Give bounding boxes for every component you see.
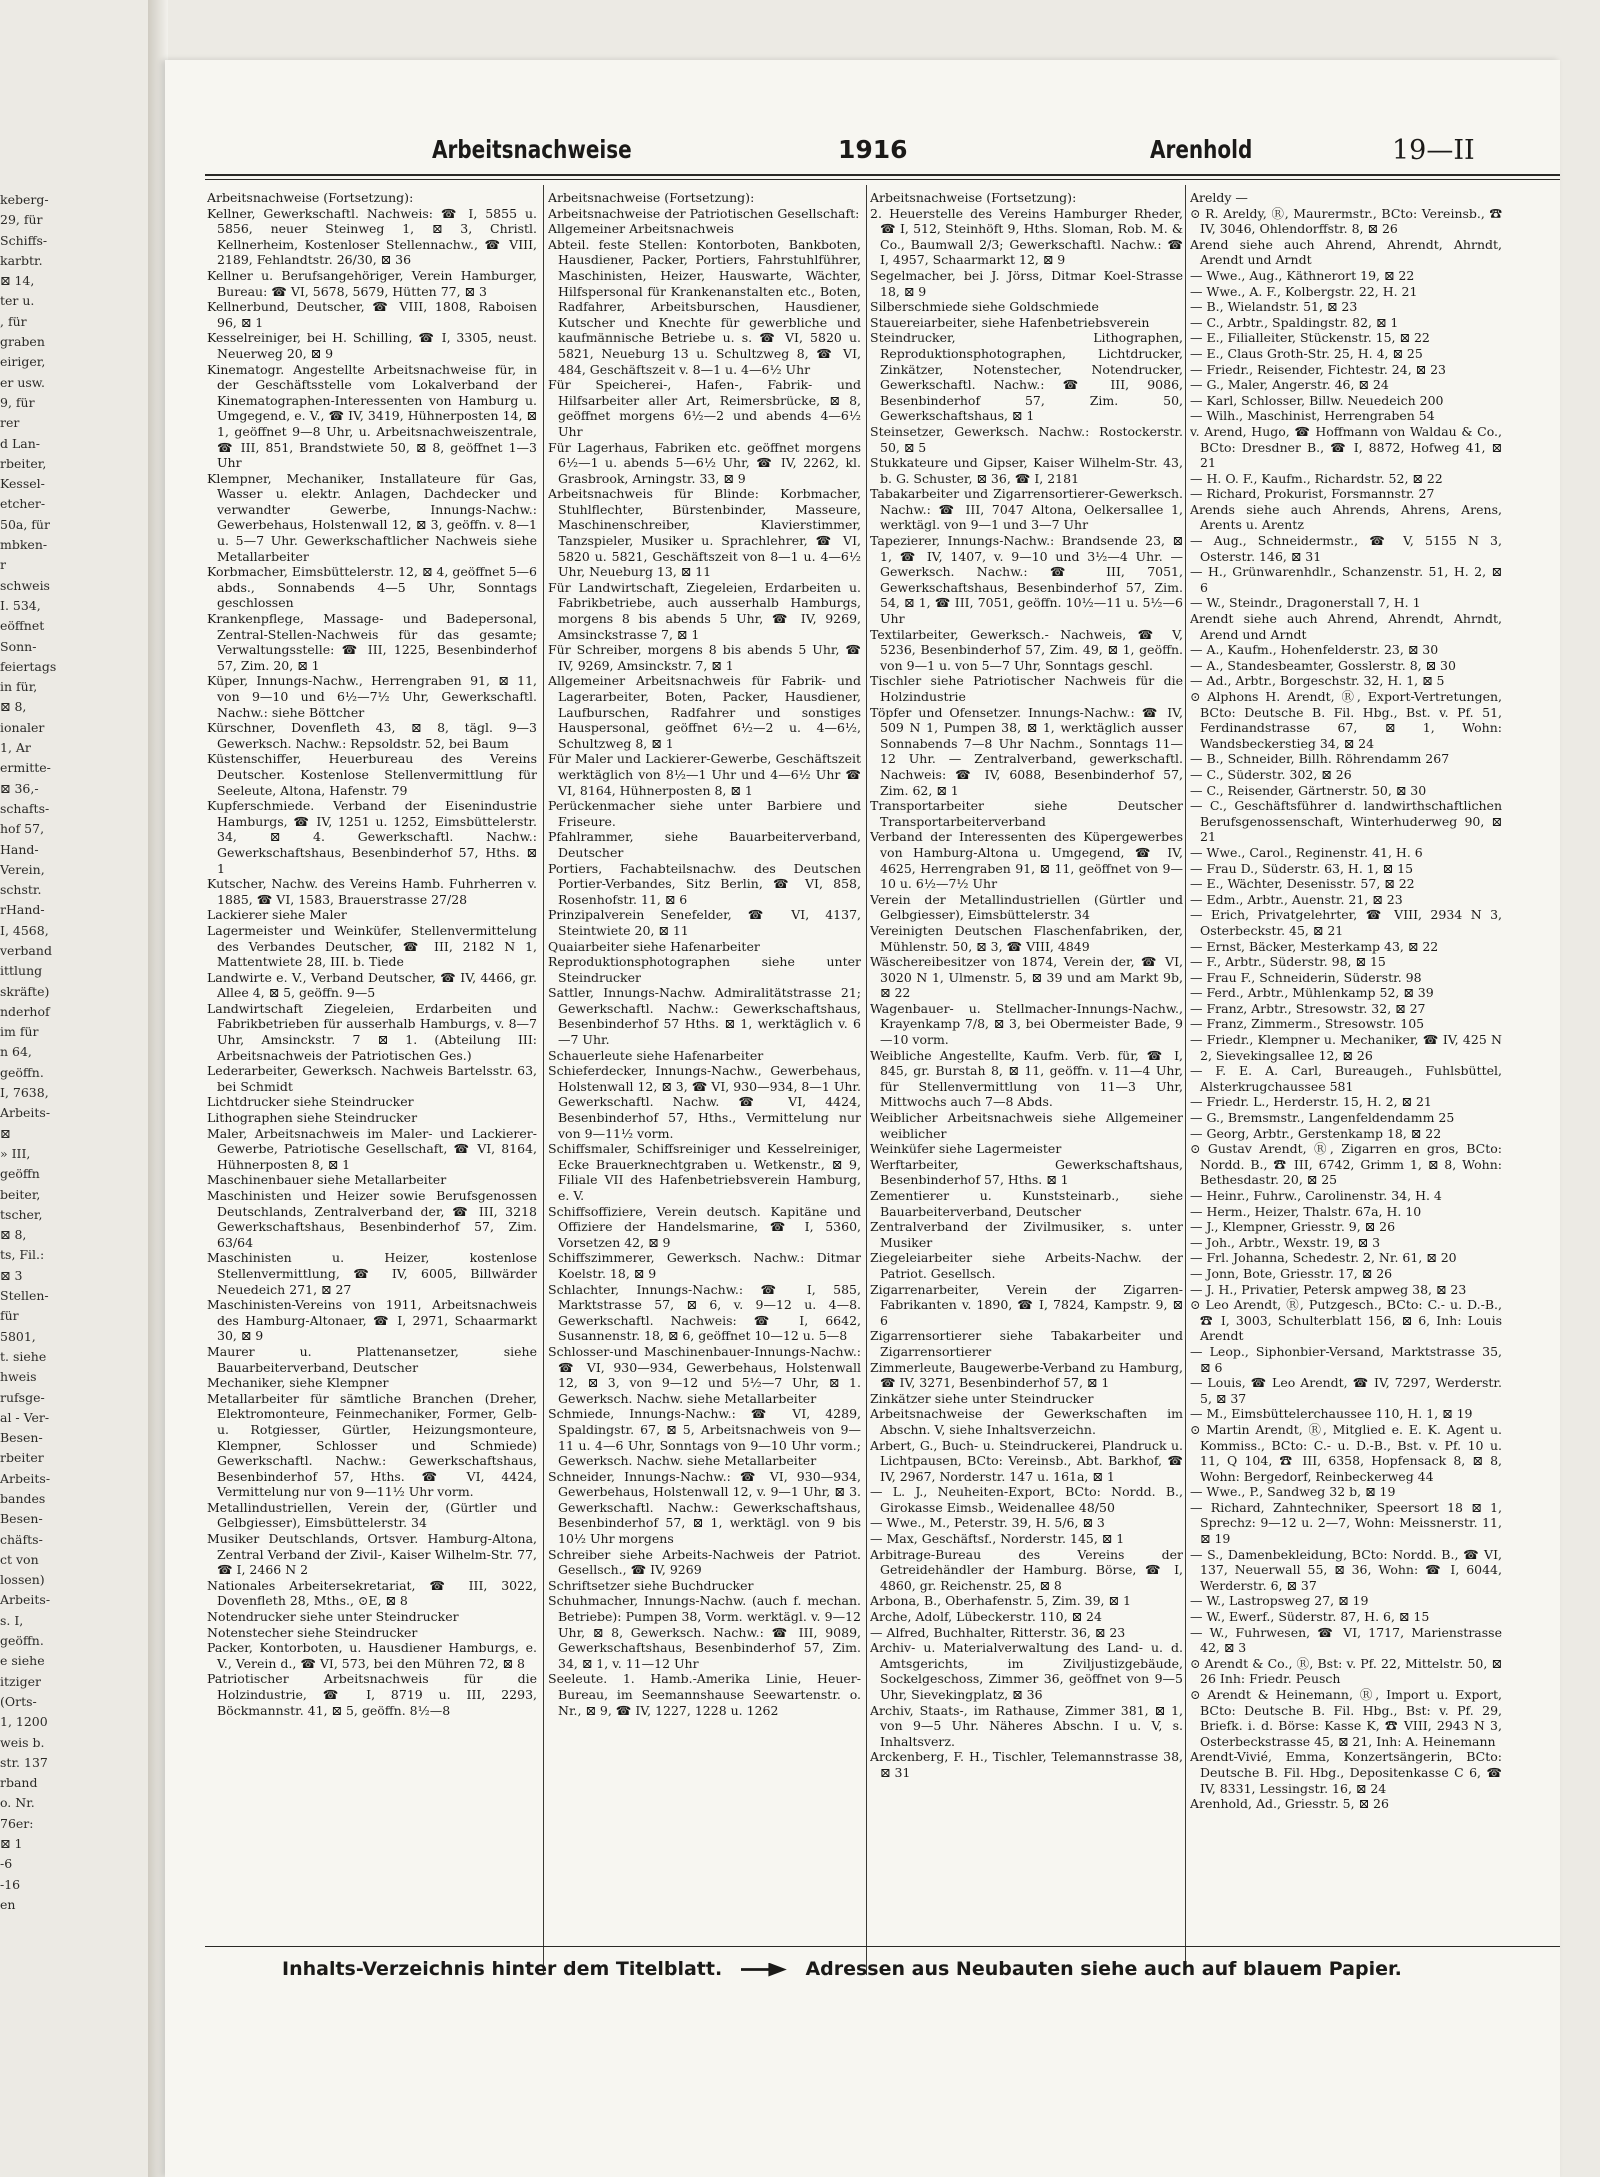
directory-entry: — Edm., Arbtr., Auenstr. 21, ⊠ 23 [1190,891,1403,907]
directory-entry: — Aug., Schneidermstr., ☎ V, 5155 N 3, Osterstr. 146, ⊠ 31 [1190,533,1502,564]
directory-entry: Arbona, B., Oberhafenstr. 5, Zim. 39, ⊠ 1 [870,1593,1131,1609]
directory-entry: — E., Wächter, Desenisstr. 57, ⊠ 22 [1190,876,1415,892]
directory-entry: Kellnerbund, Deutscher, ☎ VIII, 1808, Raboisen 96, ⊠ 1 [207,299,537,330]
facing-page-line: verband [0,942,52,958]
facing-page-line: rbeiter [0,1450,44,1466]
directory-entry: Kellner, Gewerkschaftl. Nachweis: ☎ I, 5855 u. 5856, neuer Steinweg 1, ⊠ 3, Christl. Kellnerheim, Kostenloser Stellennachw., ☎ VIII, 2189, Fehlandtstr. 26/30, ⊠ 36 [207,205,537,268]
directory-entry: Arbeitsnachweise (Fortsetzung): [548,190,755,205]
directory-entry: v. Arend, Hugo, ☎ Hoffmann von Waldau & Co., BCto: Dresdner B., ☎ I, 8872, Hofweg 41, ⊠ 21 [1190,423,1502,471]
directory-entry: Kutscher, Nachw. des Vereins Hamb. Fuhrherren v. 1885, ☎ VI, 1583, Brauerstrasse 27/28 [207,876,537,907]
directory-entry: — L. J., Neuheiten-Export, BCto: Nordd. B., Girokasse Eimsb., Weidenallee 48/50 [870,1484,1183,1515]
directory-entry: Landwirte e. V., Verband Deutscher, ☎ IV, 4466, gr. Allee 4, ⊠ 5, geöffn. 9—5 [207,969,537,1001]
directory-entry: Steindrucker, Lithographen, Reproduktionsphotographen, Lichtdrucker, Zinkätzer, Notenstecher, Notendrucker, Gewerkschaftl. Nachw.: ☎ III, 9086, Besenbinderhof 57, Zim. 50, Gewerkschaftshaus, ⊠ 1 [870,330,1183,424]
directory-entry: Kinematogr. Angestellte Arbeitsnachweise für, in der Geschäftsstelle vom Lokalverband der Kinematographen-Interessenten von Hamburg u. Umgegend, e. V., ☎ IV, 3419, Hühnerposten 14, ⊠ 1, geöffnet 9—8 Uhr, u. Arbeitsnachweiszentrale, ☎ III, 851, Brandstwiete 50, ⊠ 8, geöffnet 1—3 Uhr [207,361,537,471]
directory-entry: — Friedr., Reisender, Fichtestr. 24, ⊠ 23 [1190,361,1446,377]
facing-page-line: ts, Fil.: [0,1247,45,1263]
directory-entry: Für Landwirtschaft, Ziegeleien, Erdarbeiten u. Fabrikbetriebe, auch ausserhalb Hamburgs, morgens 8 bis abends 5 Uhr, ☎ IV, 9269, Amsinckstrasse 7, ⊠ 1 [548,579,861,642]
directory-entry: Schreiber siehe Arbeits-Nachweis der Patriot. Gesellsch., ☎ IV, 9269 [548,1546,861,1578]
page-header [432,135,1542,173]
facing-page-line: (Orts- [0,1693,37,1709]
column-4 [1190,190,1502,1980]
directory-entry: Pfahlrammer, siehe Bauarbeiterverband, Deutscher [548,829,861,860]
facing-page-line: weis b. [0,1734,45,1750]
directory-entry: Schiffsmaler, Schiffsreiniger und Kesselreiniger, Ecke Brauerknechtgraben u. Wetkenstr., ⊠ 9, Filiale VII des Hafenbetriebsverein Hamburg, e. V. [548,1141,861,1203]
directory-entry: Küper, Innungs-Nachw., Herrengraben 91, ⊠ 11, von 9—10 und 6½—7½ Uhr, Gewerkschaftl. Nachw.: siehe Böttcher [207,673,537,720]
footer-address-note: Adressen aus Neubauten siehe auch auf blauem Papier. [805,1958,1402,1980]
directory-entry: Zentralverband der Zivilmusiker, s. unter Musiker [870,1219,1183,1250]
directory-entry: 2. Heuerstelle des Vereins Hamburger Rheder, ☎ I, 512, Steinhöft 9, Hths. Sloman, Rob. M. & Co., Baumwall 2/3; Gewerkschaftl. Nachw.: ☎ I, 4957, Schaarmarkt 12, ⊠ 9 [870,205,1183,268]
directory-entry: Landwirtschaft Ziegeleien, Erdarbeiten und Fabrikbetrieben für ausserhalb Hamburgs, v. 8—7 Uhr, Amsinckstr. 7 ⊠ 1. (Abteilung III: Arbeitsnachweis der Patriotischen Ges.) [207,1000,537,1063]
directory-entry: Zigarrenarbeiter, Verein der Zigarren-Fabrikanten v. 1890, ☎ I, 7824, Kampstr. 9, ⊠ 6 [870,1281,1183,1328]
directory-entry: — Jonn, Bote, Griesstr. 17, ⊠ 26 [1190,1265,1393,1281]
directory-entry: — E., Claus Groth-Str. 25, H. 4, ⊠ 25 [1190,345,1423,361]
directory-entry: — Richard, Prokurist, Forsmannstr. 27 [1190,486,1435,502]
facing-page-line: ermitte- [0,760,51,776]
directory-entry: Prinzipalverein Senefelder, ☎ VI, 4137, Steintwiete 20, ⊠ 11 [548,907,861,938]
directory-entry: Töpfer und Ofensetzer. Innungs-Nachw.: ☎ IV, 509 N 1, Pumpen 38, ⊠ 1, werktäglich ausser Sonnabends 7—8 Uhr Nachm., Sonntags 11—12 Uhr. — Zentralverband, gewerkschaftl. Nachweis: ☎ IV, 6088, Besenbinderhof 57, Zim. 62, ⊠ 1 [870,704,1183,798]
facing-page-line: r [0,557,6,573]
facing-page-line: feiertags [0,658,57,674]
directory-entry: — W., Ewerf., Süderstr. 87, H. 6, ⊠ 15 [1190,1609,1430,1625]
directory-entry: Arendt siehe auch Ahrend, Ahrendt, Ahrndt, Arend und Arndt [1190,611,1502,642]
facing-page-line: in für, [0,679,38,695]
directory-entry: — C., Geschäftsführer d. landwirthschaftlichen Berufsgenossenschaft, Winterhuderweg 90, ⊠ 21 [1190,798,1502,845]
directory-entry: Seeleute. 1. Hamb.-Amerika Linie, Heuer-Bureau, im Seemannshause Seewartenstr. o. Nr., ⊠ 9, ☎ IV, 1227, 1228 u. 1262 [548,1671,861,1718]
header-rule-thin [205,179,1560,180]
facing-page-line: ct von [0,1551,39,1567]
directory-entry: — Heinr., Fuhrw., Carolinenstr. 34, H. 4 [1190,1188,1442,1203]
directory-entry: ⊙ R. Areldy, Ⓡ, Maurermstr., BCto: Vereinsb., ☎ IV, 3046, Ohlendorffstr. 8, ⊠ 26 [1190,205,1502,237]
directory-entry: Wagenbauer- u. Stellmacher-Innungs-Nachw., Krayenkamp 7/8, ⊠ 3, bei Obermeister Bade, 9—10 vorm. [870,1000,1183,1048]
directory-entry: Weibliche Angestellte, Kaufm. Verb. für, ☎ I, 845, gr. Burstah 8, ⊠ 11, geöffn. v. 11—4 Uhr, für Stellenvermittlung von 11—3 Uhr, Mittwochs auch 7—8 Abds. [870,1047,1183,1110]
directory-entry: Schieferdecker, Innungs-Nachw., Gewerbehaus, Holstenwall 12, ⊠ 3, ☎ VI, 930—934, 8—1 Uhr. Gewerkschaftl. Nachw. ☎ VI, 4424, Besenbinderhof 57, Hths., Vermittelung nur von 9—11½ vorm. [548,1063,861,1141]
facing-page-line: rer [0,415,20,431]
facing-page-line: I. 534, [0,597,41,613]
directory-entry: Zigarrensortierer siehe Tabakarbeiter und Zigarrensortierer [870,1328,1183,1359]
directory-entry: Allgemeiner Arbeitsnachweis für Fabrik- und Lagerarbeiter, Boten, Packer, Hausdiener, Laufburschen, Radfahrer und sonstiges Hauspersonal, geöffnet 6½—2 u. 4—6½, Schultzweg 8, ⊠ 1 [548,673,861,751]
directory-entry: Maschinenbauer siehe Metallarbeiter [207,1172,447,1188]
directory-entry: Allgemeiner Arbeitsnachweis [548,221,734,237]
directory-entry: Verband der Interessenten des Küpergewerbes von Hamburg-Altona u. Umgegend, ☎ IV, 4625, Herrengraben 91, ⊠ 11, geöffnet von 9—10 u. 6½—7½ Uhr [870,829,1183,892]
directory-entry: — Joh., Arbtr., Wexstr. 19, ⊠ 3 [1190,1234,1381,1250]
directory-entry: Schauerleute siehe Hafenarbeiter [548,1047,764,1063]
footer-index-note: Inhalts-Verzeichnis hinter dem Titelblatt. [282,1958,723,1980]
facing-page-line: schstr. [0,882,42,898]
facing-page-line: Arbeits- [0,1470,51,1486]
directory-entry: — G., Bremsmstr., Langenfeldendamm 25 [1190,1110,1455,1126]
directory-entry: — F. E. A. Carl, Bureaugeh., Fuhlsbüttel, Alsterkrugchaussee 581 [1190,1063,1502,1094]
directory-entry: Klempner, Mechaniker, Installateure für Gas, Wasser u. elektr. Anlagen, Dachdecker und verwandter Gewerbe, Innungs-Nachw.: Gewerbehaus, Holstenwall 12, ⊠ 3, geöffn. v. 8—1 u. 5—7 Uhr. Gewerkschaftlicher Nachweis siehe Metallarbeiter [207,470,537,564]
directory-entry: Schmiede, Innungs-Nachw.: ☎ VI, 4289, Spaldingstr. 67, ⊠ 5, Arbeitsnachweis von 9—11 u. 4—6 Uhr, Sonntags von 9—10 Uhr vorm.; Gewerksch. Nachw. siehe Metallarbeiter [548,1406,861,1469]
directory-entry: Arbeitsnachweise (Fortsetzung): [207,190,414,205]
directory-entry: — A., Standesbeamter, Gosslerstr. 8, ⊠ 30 [1190,657,1456,673]
facing-page-line: ionaler [0,719,45,735]
facing-page-line: d Lan- [0,435,41,451]
facing-page-line: tscher, [0,1206,43,1222]
facing-page-line: Verein, [0,861,45,877]
directory-entry: Maler, Arbeitsnachweis im Maler- und Lackierer-Gewerbe, Patriotische Gesellschaft, ☎ VI, 8164, Hühnerposten 8, ⊠ 1 [207,1125,537,1172]
facing-page-line: Sonn- [0,638,37,654]
facing-page-line: schafts- [0,800,50,816]
directory-entry: Arenhold, Ad., Griesstr. 5, ⊠ 26 [1190,1796,1389,1812]
facing-page-line: ⊠ 14, [0,273,35,289]
directory-entry: Abteil. feste Stellen: Kontorboten, Bankboten, Hausdiener, Packer, Portiers, Fahrstuhlführer, Maschinisten, Heizer, Hauswarte, Wächter, Hilfspersonal für Krankenanstalten etc., Boten, Radfahrer, Arbeitsburschen, Hausdiener, Kutscher und Knechte für gewerbliche und kaufmännische Betriebe u. s. ☎ VI, 5820 u. 5821, Neueburg 13 u. Schultzweg 8, ☎ VI, 484, Geschäftszeit v. 8—1 u. 4—6½ Uhr [548,236,861,377]
facing-page-line: , für [0,313,27,329]
facing-page-line: ittlung [0,963,43,979]
directory-entry: Areldy — [1190,190,1248,205]
facing-page-line: 1, 1200 [0,1714,48,1730]
directory-entry: — Louis, ☎ Leo Arendt, ☎ IV, 7297, Werderstr. 5, ⊠ 37 [1190,1375,1502,1406]
facing-page-line: ⊠ 8, [0,1227,27,1243]
directory-entry: — E., Filialleiter, Stückenstr. 15, ⊠ 22 [1190,330,1430,346]
directory-entry: — W., Steindr., Dragonerstall 7, H. 1 [1190,595,1421,611]
facing-page-line: ⊠ 8, [0,699,27,715]
facing-page-line: graben [0,334,45,350]
directory-entry: Arbeitsnachweis für Blinde: Korbmacher, Stuhlflechter, Bürstenbinder, Masseure, Maschinenschreiber, Klavierstimmer, Tanzspieler, Musiker u. Sprachlehrer, ☎ VI, 5820 u. 5821, Geschäftszeit von 8—1 u. 4—6½ Uhr, Neueburg 13, ⊠ 11 [548,486,861,580]
facing-page-line: 29, für [0,212,43,228]
directory-entry: Patriotischer Arbeitsnachweis für die Holzindustrie, ☎ I, 8719 u. III, 2293, Böckmannstr. 41, ⊠ 5, geöffn. 8½—8 [207,1671,537,1718]
directory-entry: Stukkateure und Gipser, Kaiser Wilhelm-Str. 43, b. G. Schuster, ⊠ 36, ☎ I, 2181 [870,455,1183,486]
column-1 [207,190,537,1980]
facing-page-line: für [0,1308,19,1324]
directory-entry: Tabakarbeiter und Zigarrensortierer-Gewerksch. Nachw.: ☎ III, 7047 Altona, Oelkersallee 1, werktägl. von 9—1 und 3—7 Uhr [870,486,1183,533]
directory-entry: Archiv, Staats-, im Rathause, Zimmer 381, ⊠ 1, von 9—5 Uhr. Näheres Abschn. I u. V, s. Inhaltsverz. [870,1702,1183,1749]
directory-entry: Packer, Kontorboten, u. Hausdiener Hamburgs, e. V., Verein d., ☎ VI, 573, bei den Mühren 72, ⊠ 8 [207,1640,537,1671]
directory-entry: Küstenschiffer, Heuerbureau des Vereins Deutscher. Kostenlose Stellenvermittlung für Seeleute, Altona, Hafenstr. 79 [207,751,537,798]
directory-entry: — Friedr. L., Herderstr. 15, H. 2, ⊠ 21 [1190,1094,1432,1110]
facing-page-line: str. 137 [0,1754,48,1770]
directory-entry: Archiv- u. Materialverwaltung des Land- u. d. Amtsgerichts, im Ziviljustizgebäude, Sockelgeschoss, Zimmer 36, geöffnet von 9—5 Uhr, Sievekingplatz, ⊠ 36 [870,1640,1183,1702]
directory-entry: ⊙ Alphons H. Arendt, Ⓡ, Export-Vertretungen, BCto: Deutsche B. Fil. Hbg., Bst. v. Pf. 51, Ferdinandstrasse 67, ⊠ 1, Wohn: Wandsbeckerstieg 34, ⊠ 24 [1190,689,1502,751]
facing-page-line: o. Nr. [0,1795,35,1811]
directory-entry: — Ernst, Bäcker, Mesterkamp 43, ⊠ 22 [1190,938,1439,954]
directory-entry: Metallarbeiter für sämtliche Branchen (Dreher, Elektromonteure, Feinmechaniker, Former, Gelb- u. Rotgiesser, Gürtler, Heizungsmonteure, Klempner, Schlosser und Schmiede) Gewerkschaftl. Nachw.: Gewerkschaftshaus, Besenbinderhof 57, Hths. ☎ VI, 4424, Vermittelung nur von 9—11½ Uhr vorm. [207,1390,537,1500]
directory-entry: — C., Süderstr. 302, ⊠ 26 [1190,766,1352,782]
header-year: 1916 [838,135,908,164]
directory-entry: Lackierer siehe Maler [207,907,347,923]
directory-entry: — Wwe., Carol., Reginenstr. 41, H. 6 [1190,844,1423,860]
directory-entry: Lichtdrucker siehe Steindrucker [207,1094,414,1110]
directory-entry: Weiblicher Arbeitsnachweis siehe Allgemeiner weiblicher [870,1110,1183,1141]
column-divider [866,185,867,1975]
facing-page-line: ⊠ 36,- [0,780,39,796]
directory-entry: — Wwe., P., Sandweg 32 b, ⊠ 19 [1190,1484,1396,1500]
directory-entry: Arbitrage-Bureau des Vereins der Getreidehändler der Hamburg. Börse, ☎ I, 4860, gr. Reichenstr. 25, ⊠ 8 [870,1546,1183,1593]
facing-page-line: mbken- [0,537,48,553]
directory-entry: Lederarbeiter, Gewerksch. Nachweis Bartelsstr. 63, bei Schmidt [207,1063,537,1094]
directory-entry: ⊙ Leo Arendt, Ⓡ, Putzgesch., BCto: C.- u. D.-B., ☎ I, 3003, Schulterblatt 156, ⊠ 6, Inh: Louis Arendt [1190,1297,1502,1344]
directory-entry: Arends siehe auch Ahrends, Ahrens, Arens, Arents u. Arentz [1190,501,1502,533]
directory-entry: Schuhmacher, Innungs-Nachw. (auch f. mechan. Betriebe): Pumpen 38, Vorm. werktägl. v. 9—12 Uhr, ⊠ 8, Gewerksch. Nachw.: ☎ III, 9089, Gewerkschaftshaus, Besenbinderhof 57, Zim. 34, ⊠ 1, v. 11—12 Uhr [548,1593,861,1671]
facing-page-line: Hand- [0,841,39,857]
facing-page-line: Stellen- [0,1288,49,1304]
page-number: 19—II [1392,135,1475,166]
facing-page-line: n 64, [0,1044,32,1060]
facing-page-line: en [0,1896,16,1912]
directory-entry: — B., Wielandstr. 51, ⊠ 23 [1190,299,1358,315]
directory-entry: — Leop., Siphonbier-Versand, Marktstrasse 35, ⊠ 6 [1190,1343,1502,1375]
facing-page-line: beiter, [0,1186,41,1202]
directory-entry: Wäschereibesitzer von 1874, Verein der, ☎ VI, 3020 N 1, Ulmenstr. 5, ⊠ 39 und am Markt 9b, ⊠ 22 [870,954,1183,1001]
directory-entry: Vereinigten Deutschen Flaschenfabriken, der, Mühlenstr. 50, ⊠ 3, ☎ VIII, 4849 [870,922,1183,954]
facing-page-line: ⊠ 1 [0,1836,23,1852]
facing-page-line: hweis [0,1369,37,1385]
directory-entry: ⊙ Gustav Arendt, Ⓡ, Zigarren en gros, BCto: Nordd. B., ☎ III, 6742, Grimm 1, ⊠ 8, Wohn: Bethesdastr. 20, ⊠ 25 [1190,1141,1502,1188]
facing-page-line: » III, [0,1145,31,1161]
facing-page-line: Besen- [0,1430,43,1446]
directory-entry: — Frau D., Süderstr. 63, H. 1, ⊠ 15 [1190,860,1414,876]
directory-entry: Verein der Metallindustriellen (Gürtler und Gelbgiesser), Eimsbüttelerstr. 34 [870,891,1183,923]
directory-entry: Maschinisten und Heizer sowie Berufsgenossen Deutschlands, Zentralverband der, ☎ III, 3218 Gewerkschaftshaus, Besenbinderhof 57, Zim. 63/64 [207,1188,537,1250]
directory-entry: Schiffsoffiziere, Verein deutsch. Kapitäne und Offiziere der Handelsmarine, ☎ I, 5360, Vorsetzen 42, ⊠ 9 [548,1203,861,1250]
directory-entry: — Max, Geschäftsf., Norderstr. 145, ⊠ 1 [870,1531,1125,1547]
facing-page-line: rufsge- [0,1389,45,1405]
directory-entry: Für Maler und Lackierer-Gewerbe, Geschäftszeit werktäglich von 8½—1 Uhr und 4—6½ Uhr ☎ VI, 8164, Hühnerposten 8, ⊠ 1 [548,751,861,798]
facing-page-line: skräfte) [0,983,50,999]
directory-entry: Schiffszimmerer, Gewerksch. Nachw.: Ditmar Koelstr. 18, ⊠ 9 [548,1250,861,1281]
facing-page-line: geöffn. [0,1064,44,1080]
directory-entry: — F., Arbtr., Süderstr. 98, ⊠ 15 [1190,954,1386,970]
column-3 [870,190,1183,1980]
facing-page-line: I, 4568, [0,922,49,938]
facing-page-line: t. siehe [0,1348,47,1364]
directory-entry: — Ad., Arbtr., Borgeschstr. 32, H. 1, ⊠ 5 [1190,673,1445,689]
directory-entry: — Franz, Zimmerm., Stresowstr. 105 [1190,1016,1425,1032]
directory-entry: Arckenberg, F. H., Tischler, Telemannstrasse 38, ⊠ 31 [870,1749,1183,1780]
facing-page-line: 50a, für [0,516,50,532]
directory-entry: — Ferd., Arbtr., Mühlenkamp 52, ⊠ 39 [1190,985,1434,1001]
directory-entry: Arbeitsnachweise (Fortsetzung): [870,190,1077,205]
directory-entry: Schlachter, Innungs-Nachw.: ☎ I, 585, Marktstrasse 57, ⊠ 6, v. 9—12 u. 4—8. Gewerkschaftl. Nachweis: ☎ I, 6642, Susannenstr. 18, ⊠ 6, geöffnet 10—12 u. 5—8 [548,1281,861,1344]
directory-entry: Schneider, Innungs-Nachw.: ☎ VI, 930—934, Gewerbehaus, Holstenwall 12, v. 9—1 Uhr, ⊠ 3. Gewerkschaftl. Nachw.: Gewerkschaftshaus, Besenbinderhof 57, ⊠ 1, werktägl. von 9 bis 10½ Uhr morgens [548,1468,861,1547]
directory-entry: — G., Maler, Angerstr. 46, ⊠ 24 [1190,377,1389,393]
facing-page-line: etcher- [0,496,46,512]
facing-page-line: Arbeits- [0,1105,51,1121]
directory-entry: Silberschmiede siehe Goldschmiede [870,299,1099,315]
directory-entry: Arche, Adolf, Lübeckerstr. 110, ⊠ 24 [870,1609,1102,1625]
directory-entry: Tischler siehe Patriotischer Nachweis für die Holzindustrie [870,673,1183,704]
facing-page-line: geöffn. [0,1633,44,1649]
facing-page-line: ⊠ 3 [0,1267,23,1283]
directory-entry: — W., Fuhrwesen, ☎ VI, 1717, Marienstrasse 42, ⊠ 3 [1190,1624,1502,1656]
column-divider [543,185,544,1975]
facing-page-line: hof 57, [0,821,45,837]
facing-page-line: chäfts- [0,1531,43,1547]
facing-page-line: nderhof [0,1003,50,1019]
directory-entry: — B., Schneider, Billh. Röhrendamm 267 [1190,751,1450,767]
directory-entry: Portiers, Fachabteilsnachw. des Deutschen Portier-Verbandes, Sitz Berlin, ☎ VI, 858, Rosenhofstr. 11, ⊠ 6 [548,860,861,907]
directory-entry: Für Speicherei-, Hafen-, Fabrik- und Hilfsarbeiter aller Art, Reimersbrücke, ⊠ 8, geöffnet morgens 6½—2 und abends 4—6½ Uhr [548,377,861,439]
facing-page-line: 5801, [0,1328,36,1344]
directory-entry: Reproduktionsphotographen siehe unter Steindrucker [548,954,861,985]
column-divider [1185,185,1186,1975]
directory-entry: Ziegeleiarbeiter siehe Arbeits-Nachw. der Patriot. Gesellsch. [870,1250,1183,1281]
directory-entry: Für Schreiber, morgens 8 bis abends 5 Uhr, ☎ IV, 9269, Amsinckstr. 7, ⊠ 1 [548,642,861,673]
directory-entry: Schlosser-und Maschinenbauer-Innungs-Nachw.: ☎ VI, 930—934, Gewerbehaus, Holstenwall 12, ⊠ 3, von 9—12 und 5½—7 Uhr, ⊠ 1. Gewerksch. Nachw. siehe Metallarbeiter [548,1343,861,1406]
directory-entry: — W., Lastropsweg 27, ⊠ 19 [1190,1593,1369,1609]
directory-entry: Arbert, G., Buch- u. Steindruckerei, Plandruck u. Lichtpausen, BCto: Vereinsb., Abt. Barkhof, ☎ IV, 2967, Norderstr. 147 u. 161a, ⊠ 1 [870,1437,1183,1484]
facing-page-line: Kessel- [0,476,45,492]
directory-entry: Arend siehe auch Ahrend, Ahrendt, Ahrndt, Arendt und Arndt [1190,236,1502,268]
directory-entry: Für Lagerhaus, Fabriken etc. geöffnet morgens 6½—1 u. abends 5—6½ Uhr, ☎ IV, 2262, kl. Grasbrook, Arningstr. 33, ⊠ 9 [548,439,861,486]
facing-page-line: ⊠ [0,1125,11,1141]
facing-page-line: al - Ver- [0,1409,50,1425]
directory-entry: — S., Damenbekleidung, BCto: Nordd. B., ☎ VI, 137, Neuerwall 55, ⊠ 36, Wohn: ☎ I, 6044, Werderstr. 6, ⊠ 37 [1190,1546,1502,1593]
directory-entry: Korbmacher, Eimsbüttelerstr. 12, ⊠ 4, geöffnet 5—6 abds., Sonnabends 4—5 Uhr, Sonntags geschlossen [207,564,537,611]
directory-entry: Steinsetzer, Gewerksch. Nachw.: Rostockerstr. 50, ⊠ 5 [870,423,1183,455]
directory-entry: — C., Reisender, Gärtnerstr. 50, ⊠ 30 [1190,782,1427,798]
directory-entry: — Franz, Arbtr., Stresowstr. 32, ⊠ 27 [1190,1000,1426,1016]
directory-entry: Metallindustriellen, Verein der, (Gürtler und Gelbgiesser), Eimsbüttelerstr. 34 [207,1499,537,1531]
directory-entry: — Herm., Heizer, Thalstr. 67a, H. 10 [1190,1203,1422,1219]
header-right-title: Arenhold [1150,135,1253,164]
directory-entry: Kesselreiniger, bei H. Schilling, ☎ I, 3305, neust. Neuerweg 20, ⊠ 9 [207,330,537,361]
column-2 [548,190,861,1980]
directory-entry: — Alfred, Buchhalter, Ritterstr. 36, ⊠ 23 [870,1624,1126,1640]
directory-entry: Zementierer u. Kunststeinarb., siehe Bauarbeiterverband, Deutscher [870,1188,1183,1219]
directory-entry: — Wilh., Maschinist, Herrengraben 54 [1190,408,1435,424]
facing-page-line: eöffnet [0,618,45,634]
facing-page-line: rHand- [0,902,45,918]
header-left-title: Arbeitsnachweise [432,135,632,164]
facing-page-line: ter u. [0,293,35,309]
directory-entry: Lithographen siehe Steindrucker [207,1110,418,1126]
facing-page-line: bandes [0,1491,46,1506]
directory-entry: ⊙ Martin Arendt, Ⓡ, Mitglied e. E. K. Agent u. Kommiss., BCto: C.- u. D.-B., Bst. v. Pf. 10 u. 11, Q 104, ☎ III, 6358, Hopfensack 8, ⊠ 8, Wohn: Bergedorf, Reinbeckerweg 44 [1190,1421,1502,1484]
facing-page-line: 9, für [0,394,35,410]
directory-entry: Werftarbeiter, Gewerkschaftshaus, Besenbinderhof 57, Hths. ⊠ 1 [870,1156,1183,1188]
footer-rule [205,1946,1560,1947]
facing-page-line: rbeiter, [0,455,47,471]
directory-entry: Transportarbeiter siehe Deutscher Transportarbeiterverband [870,798,1183,829]
facing-page-line: lossen) [0,1572,45,1588]
directory-entry: — J. H., Privatier, Petersk ampweg 38, ⊠ 23 [1190,1281,1467,1297]
directory-entry: Notendrucker siehe unter Steindrucker [207,1609,459,1625]
facing-page-line: Besen- [0,1511,43,1527]
directory-entry: Kellner u. Berufsangehöriger, Verein Hamburger, Bureau: ☎ VI, 5678, 5679, Hütten 77, ⊠ 3 [207,267,537,299]
directory-entry: — Wwe., M., Peterstr. 39, H. 5/6, ⊠ 3 [870,1515,1105,1531]
facing-page-line: keberg- [0,192,49,207]
directory-entry: ⊙ Arendt & Co., Ⓡ, Bst: v. Pf. 22, Mittelstr. 50, ⊠ 26 Inh: Friedr. Peusch [1190,1655,1502,1687]
facing-page-line: 1, Ar [0,740,31,756]
directory-entry: — Frl. Johanna, Schedestr. 2, Nr. 61, ⊠ 20 [1190,1250,1457,1266]
directory-entry: — Erich, Privatgelehrter, ☎ VIII, 2934 N 3, Osterbeckstr. 45, ⊠ 21 [1190,907,1502,938]
directory-entry: ⊙ Arendt & Heinemann, Ⓡ, Import u. Export, BCto: Deutsche B. Fil. Hbg., Bst: v. Pf. 29, Briefk. i. d. Börse: Kasse K, ☎ VIII, 2943 N 3, Osterbeckstrasse 45, ⊠ 21, Inh: A. Heinemann [1190,1687,1502,1749]
directory-entry: Weinküfer siehe Lagermeister [870,1141,1062,1157]
facing-page-line: e siehe [0,1653,45,1669]
directory-entry: Maschinisten u. Heizer, kostenlose Stellenvermittlung, ☎ IV, 6005, Billwärder Neuedeich 271, ⊠ 27 [207,1250,537,1297]
directory-entry: — Friedr., Klempner u. Mechaniker, ☎ IV, 425 N 2, Sievekingsallee 12, ⊠ 26 [1190,1032,1502,1063]
facing-page-line: s. I, [0,1612,24,1628]
facing-page-line: er usw. [0,374,46,390]
directory-entry: — M., Eimsbüttelerchaussee 110, H. 1, ⊠ 19 [1190,1406,1473,1422]
directory-entry: Krankenpflege, Massage- und Badepersonal, Zentral-Stellen-Nachweis für das gesamte; Verwaltungsstelle: ☎ III, 1225, Besenbinderhof 57, Zim. 20, ⊠ 1 [207,611,537,673]
directory-entry: Zimmerleute, Baugewerbe-Verband zu Hamburg, ☎ IV, 3271, Besenbinderhof 57, ⊠ 1 [870,1359,1183,1391]
directory-entry: Kürschner, Dovenfleth 43, ⊠ 8, tägl. 9—3 Gewerksch. Nachw.: Repsoldstr. 52, bei Baum [207,720,537,751]
directory-entry: Musiker Deutschlands, Ortsver. Hamburg-Altona, Zentral Verband der Zivil-, Kaiser Wilhelm-Str. 77, ☎ I, 2466 N 2 [207,1531,537,1578]
directory-entry: — Richard, Zahntechniker, Speersort 18 ⊠ 1, Sprechz: 9—12 u. 2—7, Wohn: Meissnerstr. 11, ⊠ 19 [1190,1499,1502,1547]
directory-entry: Tapezierer, Innungs-Nachw.: Brandsende 23, ⊠ 1, ☎ IV, 1407, v. 9—10 und 3½—4 Uhr. — Gewerksch. Nachw.: ☎ III, 7051, Gewerkschaftshaus, Besenbinderhof 57, Zim. 54, ⊠ 1, ☎ III, 7051, geöffn. 10½—11 u. 5½—6 Uhr [870,533,1183,627]
directory-entry: Segelmacher, bei J. Jörss, Ditmar Koel-Strasse 18, ⊠ 9 [870,267,1183,299]
facing-page-fragment [0,190,150,2040]
directory-entry: Perückenmacher siehe unter Barbiere und Friseure. [548,798,861,829]
pointing-hand-icon [741,1963,787,1977]
directory-entry: Stauereiarbeiter, siehe Hafenbetriebsverein [870,314,1150,330]
directory-entry: Arbeitsnachweise der Patriotischen Gesellschaft: [548,205,860,221]
directory-entry: — Georg, Arbtr., Gerstenkamp 18, ⊠ 22 [1190,1125,1442,1141]
directory-entry: Schriftsetzer siehe Buchdrucker [548,1577,754,1593]
directory-entry: — Wwe., Aug., Käthnerort 19, ⊠ 22 [1190,267,1415,283]
facing-page-line: -16 [0,1876,21,1892]
directory-entry: — Wwe., A. F., Kolbergstr. 22, H. 21 [1190,283,1418,299]
directory-entry: Quaiarbeiter siehe Hafenarbeiter [548,938,760,954]
directory-entry: — Karl, Schlosser, Billw. Neuedeich 200 [1190,392,1444,408]
directory-entry: — C., Arbtr., Spaldingstr. 82, ⊠ 1 [1190,314,1399,330]
directory-entry: Maschinisten-Vereins von 1911, Arbeitsnachweis des Hamburg-Altonaer, ☎ I, 2971, Schaarmarkt 30, ⊠ 9 [207,1297,537,1344]
directory-entry: Arbeitsnachweise der Gewerkschaften im Abschn. V, siehe Inhaltsverzeichn. [870,1406,1183,1437]
directory-entry: Zinkätzer siehe unter Steindrucker [870,1390,1094,1406]
facing-page-line: eiriger, [0,354,46,370]
directory-entry: Notenstecher siehe Steindrucker [207,1624,418,1640]
facing-page-line: Arbeits- [0,1592,51,1608]
facing-page-line: -6 [0,1856,13,1872]
directory-entry: Textilarbeiter, Gewerksch.- Nachweis, ☎ V, 5236, Besenbinderhof 57, Zim. 49, ⊠ 1, geöffn. von 9—1 u. von 5—7 Uhr, Sonntags geschl. [870,626,1183,673]
directory-entry: Sattler, Innungs-Nachw. Admiralitätstrasse 21; Gewerkschaftl. Nachw.: Gewerkschaftshaus, Besenbinderhof 57 Hths. ⊠ 1, werktäglich v. 6—7 Uhr. [548,985,861,1048]
facing-page-line: karbtr. [0,252,43,268]
directory-entry: Arendt-Vivié, Emma, Konzertsängerin, BCto: Deutsche B. Fil. Hbg., Depositenkasse C 6, ☎ IV, 8331, Lessingstr. 16, ⊠ 24 [1190,1749,1502,1796]
facing-page-line: itziger [0,1673,41,1689]
directory-entry: — Frau F., Schneiderin, Süderstr. 98 [1190,969,1422,985]
facing-page-line: I, 7638, [0,1085,49,1101]
directory-entry: Maurer u. Plattenansetzer, siehe Bauarbeiterverband, Deutscher [207,1343,537,1375]
page-footer [282,1958,1482,1980]
facing-page-line: geöffn [0,1166,40,1182]
directory-entry: — H. O. F., Kaufm., Richardstr. 52, ⊠ 22 [1190,470,1443,486]
directory-entry: — H., Grünwarenhdlr., Schanzenstr. 51, H. 2, ⊠ 6 [1190,564,1502,595]
facing-page-line: schweis [0,577,50,593]
directory-entry: — J., Klempner, Griesstr. 9, ⊠ 26 [1190,1219,1396,1235]
facing-page-line: 76er: [0,1815,34,1831]
facing-page-line: Schiffs- [0,232,48,248]
directory-entry: — A., Kaufm., Hohenfelderstr. 23, ⊠ 30 [1190,642,1439,658]
directory-entry: Kupferschmiede. Verband der Eisenindustrie Hamburgs, ☎ IV, 1251 u. 1252, Eimsbüttelerstr. 34, ⊠ 4. Gewerkschaftl. Nachw.: Gewerkschaftshaus, Besenbinderhof 57, Hths. ⊠ 1 [207,798,537,876]
facing-page-line: im für [0,1024,39,1040]
header-rule [205,174,1560,176]
directory-entry: Nationales Arbeitersekretariat, ☎ III, 3022, Dovenfleth 28, Mths., ⊙E, ⊠ 8 [207,1577,537,1609]
directory-entry: Mechaniker, siehe Klempner [207,1375,389,1391]
facing-page-line: rband [0,1775,38,1791]
directory-entry: Lagermeister und Weinküfer, Stellenvermittelung des Verbandes Deutscher, ☎ III, 2182 N 1, Mattentwiete 28, III. b. Tiede [207,922,537,970]
